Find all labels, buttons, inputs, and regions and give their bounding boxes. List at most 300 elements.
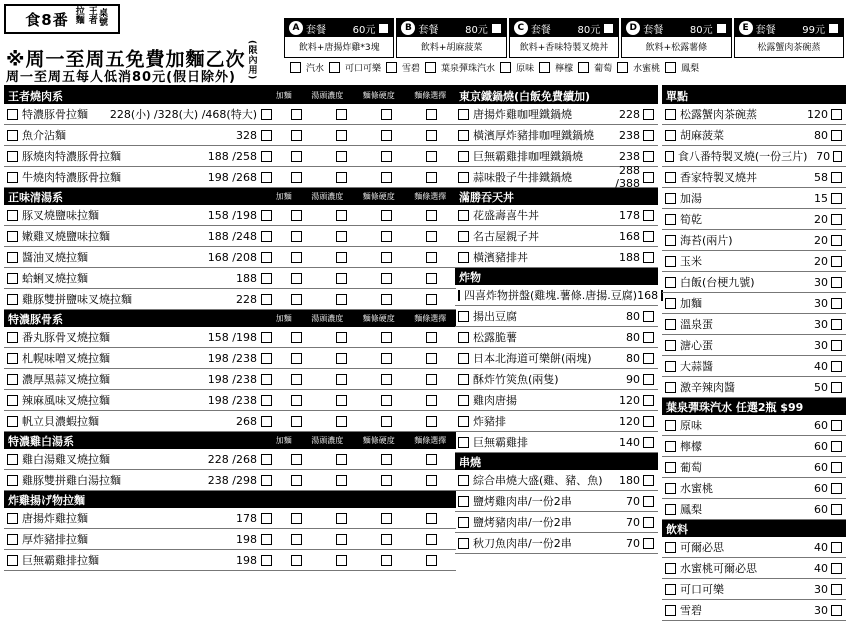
drink-label: 汽水 bbox=[306, 64, 325, 74]
price-checkbox[interactable] bbox=[831, 504, 842, 515]
menu-item[interactable] bbox=[4, 470, 456, 491]
menu-item[interactable] bbox=[662, 457, 846, 478]
option-checkbox[interactable] bbox=[426, 332, 437, 343]
drink-checkbox[interactable] bbox=[665, 62, 676, 73]
menu-item[interactable] bbox=[455, 369, 658, 390]
option-checkbox[interactable] bbox=[426, 109, 437, 120]
option-checkbox[interactable] bbox=[426, 513, 437, 524]
item-checkbox[interactable] bbox=[7, 151, 18, 162]
item-checkbox[interactable] bbox=[458, 416, 469, 427]
option-checkbox[interactable] bbox=[381, 210, 392, 221]
menu-item[interactable] bbox=[662, 356, 846, 377]
menu-item[interactable] bbox=[455, 164, 658, 190]
option-checkbox[interactable] bbox=[381, 273, 392, 284]
item-checkbox[interactable] bbox=[665, 504, 676, 515]
price-checkbox[interactable] bbox=[831, 542, 842, 553]
item-checkbox[interactable] bbox=[458, 395, 469, 406]
price-checkbox[interactable] bbox=[831, 235, 842, 246]
option-checkbox[interactable] bbox=[336, 252, 347, 263]
option-checkbox[interactable] bbox=[381, 172, 392, 183]
price-checkbox[interactable] bbox=[831, 584, 842, 595]
drink-checkbox[interactable] bbox=[500, 62, 511, 73]
price-checkbox[interactable] bbox=[261, 534, 272, 545]
set-checkbox[interactable] bbox=[716, 23, 727, 34]
set-checkbox[interactable] bbox=[828, 23, 839, 34]
item-checkbox[interactable] bbox=[7, 513, 18, 524]
menu-item[interactable] bbox=[455, 470, 658, 491]
price-checkbox[interactable] bbox=[831, 605, 842, 616]
price-checkbox[interactable] bbox=[831, 172, 842, 183]
price-checkbox[interactable] bbox=[643, 353, 654, 364]
item-checkbox[interactable] bbox=[458, 290, 460, 301]
option-checkbox[interactable] bbox=[381, 416, 392, 427]
price-checkbox[interactable] bbox=[643, 109, 654, 120]
option-checkbox[interactable] bbox=[291, 210, 302, 221]
option-checkbox[interactable] bbox=[426, 252, 437, 263]
price-checkbox[interactable] bbox=[261, 416, 272, 427]
option-checkbox[interactable] bbox=[426, 555, 437, 566]
option-checkbox[interactable] bbox=[336, 109, 347, 120]
option-checkbox[interactable] bbox=[426, 231, 437, 242]
section-title: 東京鐵鍋燒(白飯免費續加) bbox=[459, 89, 591, 103]
item-checkbox[interactable] bbox=[7, 353, 18, 364]
option-checkbox[interactable] bbox=[336, 172, 347, 183]
option-checkbox[interactable] bbox=[291, 555, 302, 566]
price-checkbox[interactable] bbox=[643, 517, 654, 528]
option-checkbox[interactable] bbox=[381, 454, 392, 465]
option-checkbox[interactable] bbox=[336, 534, 347, 545]
item-name: 橫濱厚炸豬排咖哩鐵鍋燒 bbox=[473, 129, 594, 142]
item-checkbox[interactable] bbox=[665, 420, 676, 431]
option-checkbox[interactable] bbox=[291, 252, 302, 263]
menu-item[interactable] bbox=[662, 251, 846, 272]
item-checkbox[interactable] bbox=[665, 109, 676, 120]
set-letter: A bbox=[289, 21, 303, 35]
menu-item[interactable] bbox=[455, 247, 658, 268]
menu-item[interactable] bbox=[4, 268, 456, 289]
option-checkbox[interactable] bbox=[426, 172, 437, 183]
option-checkbox[interactable] bbox=[291, 172, 302, 183]
price-checkbox[interactable] bbox=[831, 340, 842, 351]
item-checkbox[interactable] bbox=[7, 534, 18, 545]
price-checkbox[interactable] bbox=[831, 319, 842, 330]
price-checkbox[interactable] bbox=[643, 538, 654, 549]
option-checkbox[interactable] bbox=[426, 395, 437, 406]
menu-item[interactable] bbox=[662, 377, 846, 398]
price-checkbox[interactable] bbox=[261, 231, 272, 242]
option-checkbox[interactable] bbox=[381, 374, 392, 385]
item-checkbox[interactable] bbox=[458, 130, 469, 141]
menu-item[interactable] bbox=[662, 600, 846, 621]
menu-item[interactable] bbox=[4, 550, 456, 571]
item-checkbox[interactable] bbox=[458, 109, 469, 120]
menu-item[interactable] bbox=[455, 411, 658, 432]
option-checkbox[interactable] bbox=[336, 395, 347, 406]
option-checkbox[interactable] bbox=[336, 273, 347, 284]
item-checkbox[interactable] bbox=[458, 172, 469, 183]
menu-item[interactable] bbox=[662, 499, 846, 520]
section-header bbox=[4, 432, 456, 449]
menu-item[interactable] bbox=[4, 348, 456, 369]
menu-item[interactable] bbox=[662, 293, 846, 314]
price-checkbox[interactable] bbox=[261, 172, 272, 183]
item-checkbox[interactable] bbox=[665, 193, 676, 204]
item-checkbox[interactable] bbox=[665, 584, 676, 595]
item-name: 大蒜醬 bbox=[680, 360, 713, 373]
item-checkbox[interactable] bbox=[665, 214, 676, 225]
item-checkbox[interactable] bbox=[665, 361, 676, 372]
item-checkbox[interactable] bbox=[458, 475, 469, 486]
item-checkbox[interactable] bbox=[458, 538, 469, 549]
item-checkbox[interactable] bbox=[458, 151, 469, 162]
subline: 周一至周五每人低消80元(假日除外) bbox=[6, 70, 236, 85]
option-checkbox[interactable] bbox=[426, 416, 437, 427]
set-meal-d[interactable] bbox=[621, 18, 731, 58]
item-checkbox[interactable] bbox=[665, 462, 676, 473]
price-checkbox[interactable] bbox=[261, 332, 272, 343]
price-checkbox[interactable] bbox=[643, 151, 654, 162]
set-checkbox[interactable] bbox=[491, 23, 502, 34]
menu-item[interactable] bbox=[455, 348, 658, 369]
price-checkbox[interactable] bbox=[643, 130, 654, 141]
price-checkbox[interactable] bbox=[643, 374, 654, 385]
menu-item[interactable] bbox=[4, 205, 456, 226]
set-header bbox=[510, 19, 618, 37]
item-checkbox[interactable] bbox=[665, 151, 674, 162]
item-checkbox[interactable] bbox=[7, 252, 18, 263]
menu-item[interactable] bbox=[4, 411, 456, 432]
item-name: 札幌味噌叉燒拉麵 bbox=[22, 352, 110, 365]
option-checkbox[interactable] bbox=[291, 454, 302, 465]
item-name: 加麵 bbox=[680, 297, 702, 310]
price-checkbox[interactable] bbox=[831, 420, 842, 431]
option-checkbox[interactable] bbox=[381, 513, 392, 524]
item-price: 40 bbox=[814, 540, 828, 554]
item-checkbox[interactable] bbox=[665, 563, 676, 574]
option-checkbox[interactable] bbox=[336, 555, 347, 566]
menu-item[interactable] bbox=[662, 436, 846, 457]
price-checkbox[interactable] bbox=[831, 277, 842, 288]
menu-item[interactable] bbox=[662, 314, 846, 335]
option-checkbox[interactable] bbox=[291, 416, 302, 427]
menu-item[interactable] bbox=[455, 390, 658, 411]
option-checkbox[interactable] bbox=[381, 252, 392, 263]
option-checkbox[interactable] bbox=[336, 416, 347, 427]
price-checkbox[interactable] bbox=[643, 395, 654, 406]
price-checkbox[interactable] bbox=[831, 462, 842, 473]
item-checkbox[interactable] bbox=[7, 130, 18, 141]
menu-item[interactable] bbox=[455, 432, 658, 453]
item-checkbox[interactable] bbox=[7, 109, 18, 120]
drink-checkbox[interactable] bbox=[329, 62, 340, 73]
item-checkbox[interactable] bbox=[458, 437, 469, 448]
item-checkbox[interactable] bbox=[665, 172, 676, 183]
option-checkbox[interactable] bbox=[426, 294, 437, 305]
item-checkbox[interactable] bbox=[7, 332, 18, 343]
menu-item[interactable] bbox=[662, 335, 846, 356]
price-checkbox[interactable] bbox=[831, 298, 842, 309]
menu-item[interactable] bbox=[662, 579, 846, 600]
price-checkbox[interactable] bbox=[261, 454, 272, 465]
menu-item[interactable] bbox=[662, 537, 846, 558]
price-checkbox[interactable] bbox=[261, 555, 272, 566]
item-name: 胡麻菠菜 bbox=[680, 129, 724, 142]
menu-item[interactable] bbox=[4, 104, 456, 125]
item-checkbox[interactable] bbox=[458, 252, 469, 263]
menu-item[interactable] bbox=[662, 188, 846, 209]
option-checkbox[interactable] bbox=[381, 231, 392, 242]
price-checkbox[interactable] bbox=[831, 193, 842, 204]
menu-item[interactable] bbox=[4, 226, 456, 247]
menu-item[interactable] bbox=[662, 125, 846, 146]
item-checkbox[interactable] bbox=[665, 256, 676, 267]
item-checkbox[interactable] bbox=[458, 332, 469, 343]
menu-item[interactable] bbox=[4, 146, 456, 167]
menu-item[interactable] bbox=[662, 167, 846, 188]
drink-checkbox[interactable] bbox=[290, 62, 301, 73]
item-checkbox[interactable] bbox=[665, 441, 676, 452]
price-checkbox[interactable] bbox=[261, 374, 272, 385]
options-header: 湯頭濃度 bbox=[311, 436, 344, 445]
item-checkbox[interactable] bbox=[665, 319, 676, 330]
item-checkbox[interactable] bbox=[665, 483, 676, 494]
drink-checkbox[interactable] bbox=[617, 62, 628, 73]
price-checkbox[interactable] bbox=[261, 395, 272, 406]
item-checkbox[interactable] bbox=[665, 277, 676, 288]
option-checkbox[interactable] bbox=[381, 395, 392, 406]
option-checkbox[interactable] bbox=[426, 210, 437, 221]
item-checkbox[interactable] bbox=[665, 542, 676, 553]
price-checkbox[interactable] bbox=[831, 256, 842, 267]
menu-item[interactable] bbox=[662, 230, 846, 251]
set-meal-b[interactable] bbox=[396, 18, 506, 58]
option-checkbox[interactable] bbox=[426, 454, 437, 465]
section-title: 特濃豚骨系 bbox=[8, 312, 63, 326]
item-checkbox[interactable] bbox=[7, 454, 18, 465]
price-checkbox[interactable] bbox=[831, 382, 842, 393]
menu-item[interactable] bbox=[4, 247, 456, 268]
set-meal-e[interactable] bbox=[734, 18, 844, 58]
item-checkbox[interactable] bbox=[665, 235, 676, 246]
option-checkbox[interactable] bbox=[336, 353, 347, 364]
item-checkbox[interactable] bbox=[7, 231, 18, 242]
price-checkbox[interactable] bbox=[831, 109, 842, 120]
price-checkbox[interactable] bbox=[261, 273, 272, 284]
menu-item[interactable] bbox=[455, 533, 658, 554]
item-checkbox[interactable] bbox=[7, 475, 18, 486]
price-checkbox[interactable] bbox=[643, 311, 654, 322]
menu-item[interactable] bbox=[662, 272, 846, 293]
set-letter: C bbox=[514, 21, 528, 35]
item-name: 筍乾 bbox=[680, 213, 702, 226]
menu-item[interactable] bbox=[4, 529, 456, 550]
option-checkbox[interactable] bbox=[426, 534, 437, 545]
option-checkbox[interactable] bbox=[291, 513, 302, 524]
menu-item[interactable] bbox=[662, 478, 846, 499]
option-checkbox[interactable] bbox=[336, 210, 347, 221]
item-checkbox[interactable] bbox=[665, 340, 676, 351]
set-checkbox[interactable] bbox=[378, 23, 389, 34]
price-checkbox[interactable] bbox=[261, 210, 272, 221]
menu-item[interactable] bbox=[4, 369, 456, 390]
price-checkbox[interactable] bbox=[261, 294, 272, 305]
option-checkbox[interactable] bbox=[426, 353, 437, 364]
option-checkbox[interactable] bbox=[336, 294, 347, 305]
price-checkbox[interactable] bbox=[643, 475, 654, 486]
drink-checkbox[interactable] bbox=[578, 62, 589, 73]
price-checkbox[interactable] bbox=[643, 437, 654, 448]
price-checkbox[interactable] bbox=[261, 151, 272, 162]
set-meal-c[interactable] bbox=[509, 18, 619, 58]
item-checkbox[interactable] bbox=[7, 555, 18, 566]
menu-item[interactable] bbox=[4, 125, 456, 146]
menu-item[interactable] bbox=[455, 205, 658, 226]
option-checkbox[interactable] bbox=[291, 374, 302, 385]
option-checkbox[interactable] bbox=[426, 273, 437, 284]
item-checkbox[interactable] bbox=[458, 231, 469, 242]
menu-item[interactable] bbox=[662, 104, 846, 125]
set-header bbox=[397, 19, 505, 37]
option-checkbox[interactable] bbox=[291, 151, 302, 162]
price-checkbox[interactable] bbox=[831, 214, 842, 225]
price-checkbox[interactable] bbox=[643, 252, 654, 263]
item-checkbox[interactable] bbox=[665, 130, 676, 141]
item-checkbox[interactable] bbox=[458, 353, 469, 364]
option-checkbox[interactable] bbox=[426, 374, 437, 385]
option-checkbox[interactable] bbox=[381, 130, 392, 141]
option-checkbox[interactable] bbox=[336, 454, 347, 465]
option-checkbox[interactable] bbox=[291, 353, 302, 364]
option-checkbox[interactable] bbox=[426, 475, 437, 486]
item-price: 30 bbox=[814, 317, 828, 331]
menu-item[interactable] bbox=[4, 327, 456, 348]
menu-item[interactable] bbox=[4, 167, 456, 188]
drink-checkbox[interactable] bbox=[425, 62, 436, 73]
option-checkbox[interactable] bbox=[336, 513, 347, 524]
option-checkbox[interactable] bbox=[291, 109, 302, 120]
drink-checkbox[interactable] bbox=[386, 62, 397, 73]
option-checkbox[interactable] bbox=[426, 151, 437, 162]
item-checkbox[interactable] bbox=[458, 517, 469, 528]
item-checkbox[interactable] bbox=[458, 311, 469, 322]
option-checkbox[interactable] bbox=[291, 231, 302, 242]
item-checkbox[interactable] bbox=[7, 374, 18, 385]
option-checkbox[interactable] bbox=[381, 555, 392, 566]
option-checkbox[interactable] bbox=[381, 294, 392, 305]
drink-checkbox[interactable] bbox=[539, 62, 550, 73]
price-checkbox[interactable] bbox=[643, 210, 654, 221]
price-checkbox[interactable] bbox=[831, 563, 842, 574]
menu-item[interactable] bbox=[455, 285, 658, 306]
price-checkbox[interactable] bbox=[643, 172, 654, 183]
price-checkbox[interactable] bbox=[831, 483, 842, 494]
menu-item[interactable] bbox=[4, 508, 456, 529]
menu-item[interactable] bbox=[4, 449, 456, 470]
item-checkbox[interactable] bbox=[458, 210, 469, 221]
option-checkbox[interactable] bbox=[336, 151, 347, 162]
option-checkbox[interactable] bbox=[336, 475, 347, 486]
set-desc: 飲料+松露薯條 bbox=[645, 43, 708, 53]
price-checkbox[interactable] bbox=[831, 441, 842, 452]
option-checkbox[interactable] bbox=[381, 475, 392, 486]
option-checkbox[interactable] bbox=[336, 374, 347, 385]
item-checkbox[interactable] bbox=[665, 298, 676, 309]
menu-item[interactable] bbox=[662, 558, 846, 579]
menu-item[interactable] bbox=[662, 146, 846, 167]
item-checkbox[interactable] bbox=[665, 605, 676, 616]
price-checkbox[interactable] bbox=[643, 496, 654, 507]
price-checkbox[interactable] bbox=[261, 513, 272, 524]
set-meals bbox=[284, 18, 846, 58]
menu-item[interactable] bbox=[4, 289, 456, 310]
menu-item[interactable] bbox=[455, 125, 658, 146]
option-checkbox[interactable] bbox=[381, 332, 392, 343]
item-checkbox[interactable] bbox=[665, 382, 676, 393]
menu-item[interactable] bbox=[455, 512, 658, 533]
item-checkbox[interactable] bbox=[7, 395, 18, 406]
menu-item[interactable] bbox=[455, 104, 658, 125]
option-checkbox[interactable] bbox=[291, 130, 302, 141]
option-checkbox[interactable] bbox=[291, 395, 302, 406]
option-checkbox[interactable] bbox=[291, 475, 302, 486]
menu-item[interactable] bbox=[4, 390, 456, 411]
menu-item[interactable] bbox=[662, 209, 846, 230]
menu-item[interactable] bbox=[455, 226, 658, 247]
price-checkbox[interactable] bbox=[261, 130, 272, 141]
price-checkbox[interactable] bbox=[831, 361, 842, 372]
set-checkbox[interactable] bbox=[603, 23, 614, 34]
item-name: 鹽烤雞肉串/一份2串 bbox=[473, 495, 572, 508]
option-checkbox[interactable] bbox=[291, 273, 302, 284]
menu-item[interactable] bbox=[455, 491, 658, 512]
price-checkbox[interactable] bbox=[261, 109, 272, 120]
price-checkbox[interactable] bbox=[643, 231, 654, 242]
item-checkbox[interactable] bbox=[7, 294, 18, 305]
item-checkbox[interactable] bbox=[7, 273, 18, 284]
option-checkbox[interactable] bbox=[291, 332, 302, 343]
option-checkbox[interactable] bbox=[336, 332, 347, 343]
option-checkbox[interactable] bbox=[336, 231, 347, 242]
set-letter: E bbox=[739, 21, 753, 35]
price-checkbox[interactable] bbox=[261, 252, 272, 263]
option-checkbox[interactable] bbox=[336, 130, 347, 141]
item-checkbox[interactable] bbox=[458, 374, 469, 385]
option-checkbox[interactable] bbox=[291, 534, 302, 545]
price-checkbox[interactable] bbox=[833, 151, 842, 162]
set-name: 套餐 bbox=[306, 24, 326, 36]
menu-item[interactable] bbox=[662, 415, 846, 436]
price-checkbox[interactable] bbox=[643, 416, 654, 427]
price-checkbox[interactable] bbox=[261, 475, 272, 486]
price-checkbox[interactable] bbox=[261, 353, 272, 364]
options-header: 麵條硬度 bbox=[362, 436, 395, 445]
item-checkbox[interactable] bbox=[7, 210, 18, 221]
price-checkbox[interactable] bbox=[643, 332, 654, 343]
option-checkbox[interactable] bbox=[381, 109, 392, 120]
option-checkbox[interactable] bbox=[426, 130, 437, 141]
option-checkbox[interactable] bbox=[291, 294, 302, 305]
option-checkbox[interactable] bbox=[381, 534, 392, 545]
item-checkbox[interactable] bbox=[7, 172, 18, 183]
menu-item[interactable] bbox=[455, 306, 658, 327]
set-meal-a[interactable] bbox=[284, 18, 394, 58]
item-checkbox[interactable] bbox=[7, 416, 18, 427]
option-checkbox[interactable] bbox=[381, 151, 392, 162]
price-checkbox[interactable] bbox=[831, 130, 842, 141]
option-checkbox[interactable] bbox=[381, 353, 392, 364]
menu-item[interactable] bbox=[455, 327, 658, 348]
item-checkbox[interactable] bbox=[458, 496, 469, 507]
